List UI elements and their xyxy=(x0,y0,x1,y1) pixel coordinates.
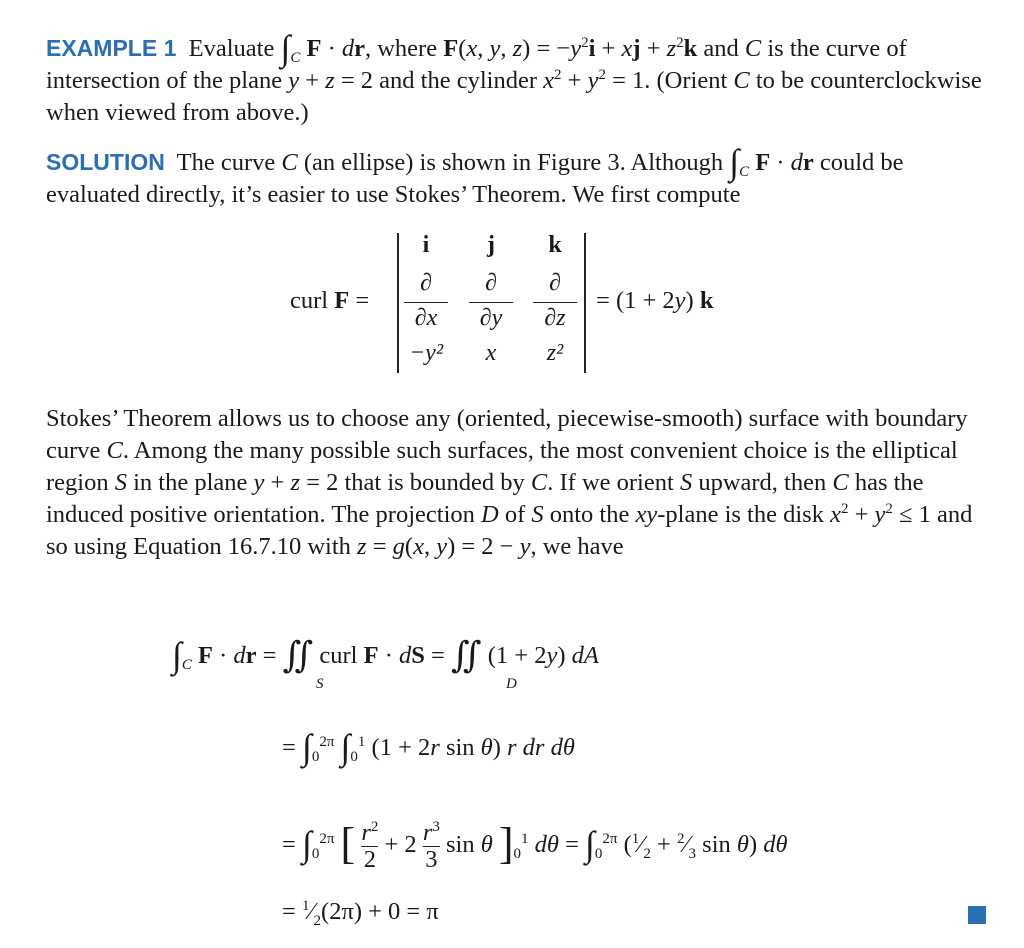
region-S: S xyxy=(316,676,324,692)
det-j: j xyxy=(487,232,495,258)
region-D: D xyxy=(506,676,517,692)
curl-lhs: curl F = xyxy=(290,287,370,314)
end-of-proof-square xyxy=(968,906,986,924)
det-d-dx: ∂ ∂x xyxy=(396,270,456,332)
derivation-line-2: = $\int_0^{2\pi}$ $\int_0^1$ (1 + 2r sin θ) r dr dθ xyxy=(282,727,575,767)
solution-label: SOLUTION xyxy=(46,149,165,175)
det-neg-y2: −y² xyxy=(408,340,444,366)
example-statement: EXAMPLE 1 Evaluate $\int_C$ F · dr, where F(x, y, $z) = -y^2i$ + xj + $z^2k$ and C is the curve of intersection of the plane y + z = 2 and the cylinder $x^2 + y^2 = 1$. (Orient C to be counterclockwise when viewed from above.) xyxy=(46,28,982,126)
det-x: x xyxy=(485,340,497,366)
stokes-paragraph: Stokes’ Theorem allows us to choose any (oriented, piecewise-smooth) surface with boundary curve C. Among the many possible such surfaces, the most convenient choice is the elliptical region S in the plane y + z = 2 that is bounded by C. If we orient S upward, then C has the induced positive orientation. The projection D of S onto the xy-plane is the disk $x^2 + y^2 \le 1$ and so using Equation 16.7.10 with z = g(x, y) = 2 − y, we have xyxy=(46,405,973,560)
det-i: i xyxy=(422,232,430,258)
det-z2: z² xyxy=(546,340,564,366)
derivation-line-3: = $\int_0^{2\pi}$ [ $r^2$ 2 + 2 $r^3$ 3 sin θ ]$_0^1$ $d\theta = \int_0^{2\pi}$ ($^1⁄_2$ + $^2⁄_3$ sin θ) dθ xyxy=(282,818,788,873)
det-d-dy: ∂ ∂y xyxy=(461,270,521,332)
det-k: k xyxy=(548,232,562,258)
derivation-line-4: = $^1⁄_2(2\pi) + 0 = \pi$ xyxy=(282,897,439,929)
example-label: EXAMPLE 1 xyxy=(46,35,177,61)
curl-rhs: = (1 + 2y) k xyxy=(596,287,714,314)
det-d-dz: ∂ ∂z xyxy=(525,270,585,332)
derivation-line-1: $\int_C$ F · dr = ∬ curl F · dS = ∬ (1 + 2y) dA xyxy=(172,635,599,675)
solution-intro: SOLUTION The curve C (an ellipse) is shown in Figure 3. Although $\int_C$ F · dr could be evaluated directly, it’s easier to use Stokes’ Theorem. We first compute xyxy=(46,142,904,208)
